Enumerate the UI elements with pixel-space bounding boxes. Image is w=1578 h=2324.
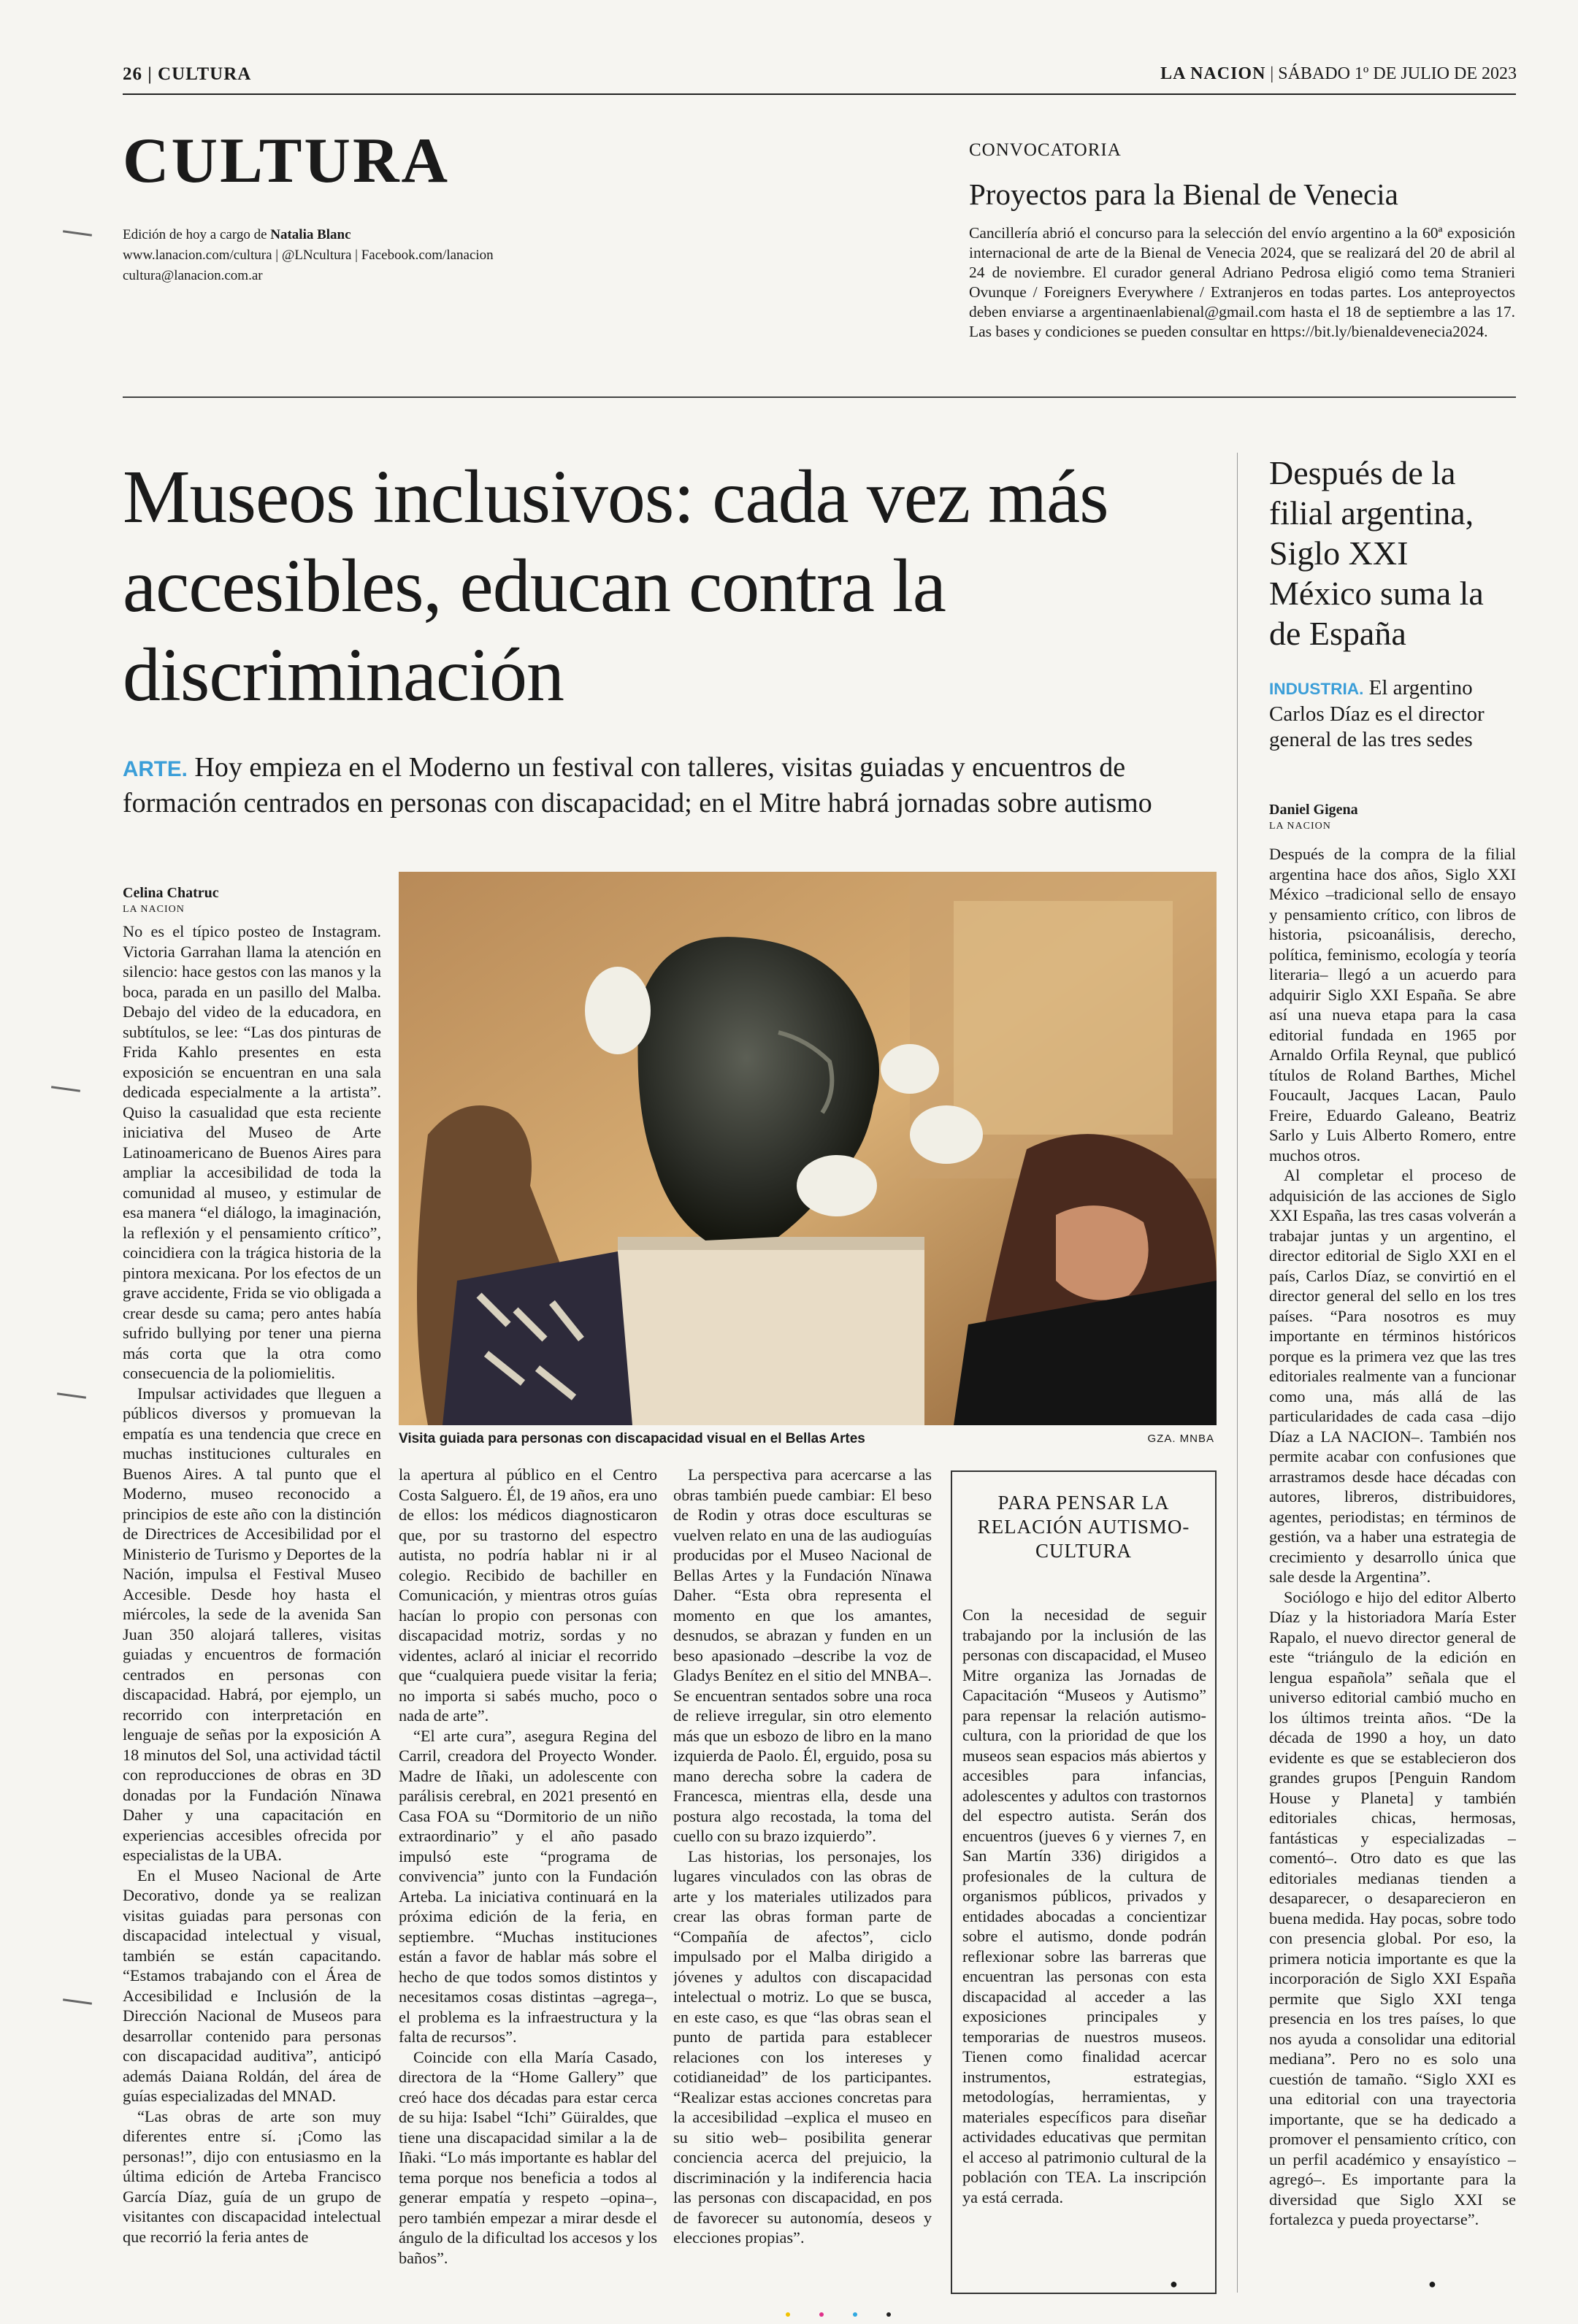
print-color-marks [786,2307,932,2313]
paragraph: En el Museo Nacional de Arte Decorativo, donde ya se realizan visitas guiadas para personas con discapacidad intelectual y visual, también se están capacitando. “Estamos trabajando con el Área de Accesibilidad e Inclusión de la Dirección Nacional de Museos para desarrollar contenido para personas con discapacidad auditiva”, anticipó además Daiana Roldán, del área de guías especializadas del MNAD. [123,1865,381,2105]
color-dot-icon [786,2312,790,2317]
top-rule [123,93,1516,95]
scan-mark-icon [63,230,92,237]
convocatoria-body: Cancillería abrió el concurso para la selección del envío argentino a la 60ª exposición internacional de arte de la Bienal de Venecia 2024, que se realizará del 20 de abril al 24 de noviembre. El curador general Adriano Pedrosa eligió como tema Stranieri Ovunque / Foreigners Everywhere / Extranjeros en todas partes. Los anteproyectos deben enviarse a argentinaenlabienal@gmail.com hasta el 18 de septiembre a las 17. Las bases y condiciones se pueden consultar en https://bit.ly/bienaldevenecia2024. [969,224,1515,340]
paragraph: Con la necesidad de seguir trabajando por la inclusión de las personas con discapacidad, el Museo Mitre organiza las Jornadas de Capacitación “Museos y Autismo” para repensar la relación autismo-cultura, con la prioridad de que los museos sean espacios más abiertos y accesibles para infancias, adolescentes y adultos con trastornos del espectro autista. Serán dos encuentros (jueves 6 y viernes 7, en San Martín 336) dirigidos a profesionales de la cultura de organismos públicos, privados y entidades abocadas a concientizar sobre el autismo, donde podrán reflexionar sobre las barreras que encuentran las personas con esta discapacidad al acceder a las exposiciones principales y temporarias de nuestros museos. Tienen como finalidad acercar instrumentos, estrategias, metodologías, herramientas, y materiales específicos para diseñar actividades educativas que permitan el acceso al patrimonio cultural de la población con TEA. La inscripción ya está cerrada. [962,1606,1206,2206]
side-deck [1269,675,1517,753]
social-links[interactable]: www.lanacion.com/cultura | @LNcultura | Facebook.com/lanacion [123,248,494,263]
box-title: PARA PENSAR LA RELACIÓN AUTISMO-CULTURA [977,1492,1190,1562]
paragraph: Las historias, los personajes, los lugares vinculados con las obras de arte y los materiales utilizados para crear las obras forman parte de “Compañía de afectos”, ciclo impulsado por el Malba dirigido a jóvenes y adultos con discapacidad intelectual o motriz. Lo que se busca, en este caso, es que “las obras sean el punto de partida para establecer relaciones con los intereses y cotidianeidad” de los participantes. “Realizar estas acciones concretas para la accesibilidad –explica el museo en su sitio web– posibilita generar conciencia acerca del prejuicio, la discriminación y la indiferencia hacia las personas con discapacidad, en pos de favorecer su autonomía, deseos y elecciones propias”. [673,1846,932,2247]
folio-section: CULTURA [158,64,252,84]
main-headline: Museos inclusivos: cada vez más accesibles, educan contra la discriminación [123,455,1108,717]
sculpture-photo [399,872,1217,1425]
article-column-1 [123,921,381,2294]
color-dot-icon [819,2312,824,2317]
side-author-source: LA NACION [1269,821,1331,832]
scan-mark-icon [57,1392,86,1399]
convocatoria-title: Proyectos para la Bienal de Venecia [969,177,1398,211]
contact-email[interactable]: cultura@lanacion.com.ar [123,268,263,283]
side-deck-text: El argentino Carlos Díaz es el director general de las tres sedes [1269,676,1485,751]
page-folio: 26 | CULTURA [123,64,252,84]
paragraph: Impulsar actividades que lleguen a públicos diversos y promuevan la empatía es una tendencia que crece en muchas instituciones culturales en Buenos Aires. A tal punto que el Moderno, museo reconocido a principios de este año con la distinción de Directrices de Accesibilidad por el Ministerio de Turismo y Deportes de la Nación, impulsa el Festival Museo Accesible. Desde hoy hasta el miércoles, la sede de la avenida San Juan 350 alojará talleres, visitas guiadas y encuentros de formación centrados en personas con discapacidad. Habrá, por ejemplo, un recorrido con interpretación en lenguaje de señas por la exposición A 18 minutos del Sol, una actividad táctil con reproducciones de obras en 3D donadas por la Fundación Nïnawa Daher y una capacitación en experiencias accesibles ofrecida por especialistas de la UBA. [123,1384,381,1864]
edition-credits: Edición de hoy a cargo de Natalia Blanc www.lanacion.com/cultura | @LNcultura | Facebook.com/lanacion cultura@lanacion.com.ar [123,225,494,286]
end-mark-icon: ● [1428,2277,1436,2291]
photo-caption: Visita guiada para personas con discapacidad visual en el Bellas Artes [399,1431,865,1446]
article-column-3 [673,1465,932,2294]
article-column-2 [399,1465,657,2294]
main-deck [123,751,1233,821]
deck-text: Hoy empieza en el Moderno un festival con talleres, visitas guiadas y encuentros de formación centrados en personas con discapacidad; en el Mitre habrá jornadas sobre autismo [123,752,1152,818]
page-number: 26 [123,64,142,84]
section-title: CULTURA [123,126,451,196]
masthead-date: LA NACION | SÁBADO 1º DE JULIO DE 2023 [1160,64,1517,83]
paragraph: Coincide con ella María Casado, directora de la “Home Gallery” que creó hace dos décadas para estar cerca de su hija: Isabel “Ichi” Güiraldes, que tiene una discapacidad similar a la de Iñaki. “Lo más importante es hablar del tema porque nos beneficia a todos al generar empatía y respeto –opina–, pero también empezar a mirar desde el ángulo de la dificultad los accesos y los baños”. [399,2047,657,2267]
scan-mark-icon [63,1998,92,2005]
side-author-byline: Daniel Gigena [1269,802,1358,818]
paragraph: la apertura al público en el Centro Costa Salguero. Él, de 19 años, era uno de ellos: los médicos diagnosticaron que, por su trastorno del espectro autista, no podría hablar ni ir al colegio. Recibido de bachiller en Comunicación, y mientras otros guías hacían lo propio con personas con discapacidad motriz, sordas y no videntes, aclaró al iniciar el recorrido que “cualquiera puede visitar la feria; no importa si sabés mucho, poco o nada de arte”. [399,1465,657,1725]
side-article-column [1269,844,1516,2294]
paragraph: Sociólogo e hijo del editor Alberto Díaz y la historiadora María Ester Rapalo, el nuevo director general de este “triángulo de la edición en lengua española” señala que el universo editorial cambió mucho en los últimos treinta años. “De la década de 1990 a hoy, un dato evidente es que se establecieron dos grandes grupos [Penguin Random House y Planeta] y también editoriales chicas, hermosas, fantásticas y especializadas –comentó–. Otro dato es que las editoriales medianas tienden a desaparecer, o desaparecieron en buena medida. Hay pocas, sobre todo con presencia global. Por eso, la primera noticia importante es que la incorporación de Siglo XXI España permite que Siglo XXI tenga presencia en los tres países, lo que nos ayuda a consolidar una editorial mediana”. Pero no es solo una cuestión de tamaño. “Siglo XXI es una editorial con una trayectoria importante, que se ha dedicado a promover el pensamiento crítico, con un perfil académico y ensayístico –agregó–. Es importante para la diversidad que Siglo XXI se fortalezca y pueda proyectarse”. [1269,1587,1516,2228]
convocatoria-kicker: CONVOCATORIA [969,140,1122,160]
paragraph: La perspectiva para acercarse a las obras también puede cambiar: El beso de Rodin y otras doce esculturas se vuelven relato en una de las audioguías producidas por el Museo Nacional de Bellas Artes y la Fundación Nïnawa Daher. “Esta obra representa el momento en que los amantes, desnudos, se abrazan y funden en un beso apasionado –describe la voz de Gladys Benítez en el sitio del MNBA–. Se encuentran sentados sobre una roca de relieve irregular, sin otro elemento más que un esbozo de libro en la mano izquierda de Paolo. Él, erguido, posa su mano derecha sobre la cadera de Francesca, mientras ella, desde una postura algo recostada, la toma del cuello con su brazo izquierdo”. [673,1465,932,1845]
section-editor: Natalia Blanc [270,227,351,242]
paragraph: Después de la compra de la filial argentina hace dos años, Siglo XXI México –tradicional sello de ensayo y pensamiento crítico, con libros de historia, psicoanálisis, derecho, política, feminismo, ecología y teoría literaria– llegó a un acuerdo para adquirir Siglo XXI España. Se abre así una nueva etapa para la casa editorial fundada en 1965 por Arnaldo Orfila Reynal, que publicó títulos de Roland Barthes, Michel Foucault, Jacques Lacan, Paulo Freire, Eduardo Galeano, Beatriz Sarlo y Luis Alberto Romero, entre muchos otros. [1269,845,1516,1165]
deck-kicker: ARTE. [123,757,188,781]
author-byline: Celina Chatruc [123,885,219,901]
photo-illustration [399,872,1217,1425]
end-mark-icon: ● [1170,2277,1178,2291]
paper-name: LA NACION [1160,64,1266,83]
paragraph: “Las obras de arte son muy diferentes entre sí. ¡Como las personas!”, dijo con entusiasmo en la última edición de Arteba Francisco García Díaz, guía de un grupo de visitantes con discapacidad intelectual que recorrió la feria antes de [123,2106,381,2246]
color-dot-icon [886,2312,891,2317]
paragraph: “El arte cura”, asegura Regina del Carril, creadora del Proyecto Wonder. Madre de Iñaki, un adolescente con parálisis cerebral, en 2021 presentó en Casa FOA su “Dormitorio de un niño extraordinario” y el año pasado impulsó este “programa de convivencia” junto con la Fundación Arteba. La iniciativa continuará en la próxima edición de la feria, en septiembre. “Muchas instituciones están a favor de hablar más sobre el hecho de que todos somos distintos y necesitamos cosas distintas –agrega–, el problema es la infraestructura y la falta de recursos”. [399,1726,657,2046]
box-body [962,1605,1206,2284]
author-source: LA NACION [123,904,185,915]
section-rule [123,396,1516,398]
issue-date: SÁBADO 1º DE JULIO DE 2023 [1278,64,1517,83]
color-dot-icon [853,2312,857,2317]
photo-credit: GZA. MNBA [1147,1433,1214,1445]
side-kicker: INDUSTRIA. [1269,680,1364,698]
paragraph: No es el típico posteo de Instagram. Victoria Garrahan llama la atención en silencio: hace gestos con las manos y la boca, parada en un pasillo del Malba. Debajo del video de la educadora, en subtítulos, se lee: “Las dos pinturas de Frida Kahlo presentes en esta exposición se encuentran en una sala dedicada especialmente a la artista”. Quiso la casualidad que esta reciente iniciativa del Museo de Arte Latinoamericano de Buenos Aires para ampliar la accesibilidad de toda la comunidad al museo, y estimular de esa manera “el diálogo, la imaginación, la reflexión y el pensamiento crítico”, coincidiera con la trágica historia de la pintora mexicana. Por los efectos de un grave accidente, Frida se vio obligada a crear desde su cama; pero antes había sufrido bullying por tener una pierna más corta que la otra como consecuencia de la poliomielitis. [123,922,381,1382]
paragraph: Al completar el proceso de adquisición de las acciones de Siglo XXI España, las tres casas volverán a trabajar juntas y un argentino, el director editorial de Siglo XXI en el país, Carlos Díaz, se convirtió en el director general del sello en los tres países. “Para nosotros es muy importante en términos históricos porque es la primera vez que las tres editoriales realmente van a funcionar como una, más allá de las particularidades de cada casa –dijo Díaz a LA NACION–. También nos permite acabar con confusiones que arrastramos desde hace décadas con autores, libreros, distribuidores, agentes, periodistas; en términos de gestión, va a haber una estrategia de crecimiento y desarrollo única que sale desde la Argentina”. [1269,1166,1516,1586]
column-divider [1237,453,1238,2293]
side-headline: Después de la filial argentina, Siglo XXI México suma la de España [1269,454,1484,652]
scan-mark-icon [51,1086,80,1092]
